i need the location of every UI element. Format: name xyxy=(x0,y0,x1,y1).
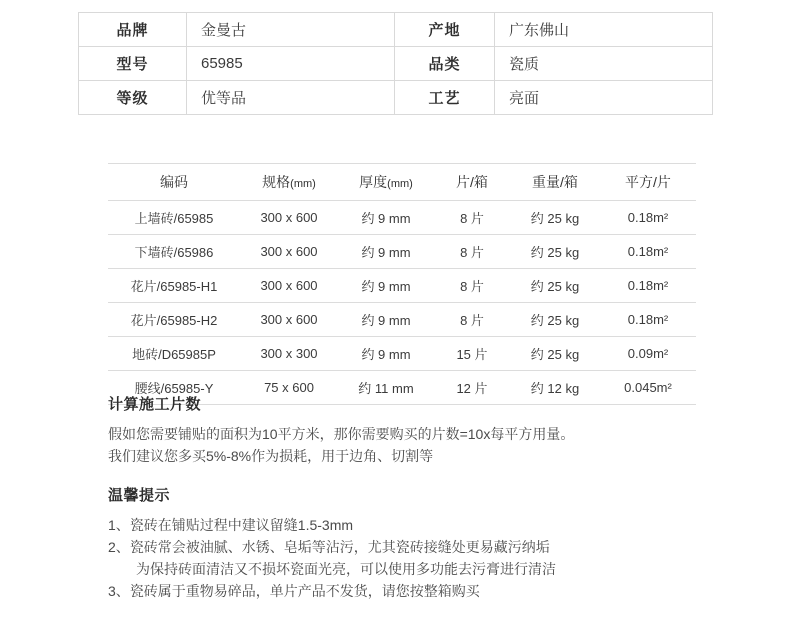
cell-weight: 约 25 kg xyxy=(510,303,600,337)
tip-subtext: 为保持砖面清洁又不损坏瓷面光亮，可以使用多功能去污膏进行清洁 xyxy=(136,561,556,577)
cell-area: 0.09m² xyxy=(600,337,696,371)
spec-label-brand: 品牌 xyxy=(79,13,187,47)
cell-per-box: 8 片 xyxy=(434,303,510,337)
cell-per-box: 8 片 xyxy=(434,269,510,303)
spec-label-origin: 产地 xyxy=(395,13,495,47)
tip-number: 3、 xyxy=(108,583,130,599)
spec-value-brand: 金曼古 xyxy=(187,13,395,47)
column-header-code-label: 编码 xyxy=(160,174,188,190)
cell-weight: 约 12 kg xyxy=(510,371,600,405)
column-header-per-box-label: 片/箱 xyxy=(456,174,488,190)
cell-size: 300 x 600 xyxy=(240,269,338,303)
column-header-size xyxy=(240,164,338,201)
cell-size: 300 x 600 xyxy=(240,201,338,235)
table-row xyxy=(79,13,713,47)
column-header-size-unit: (mm) xyxy=(290,178,316,190)
table-row xyxy=(108,303,696,337)
cell-thickness: 约 11 mm xyxy=(338,371,434,405)
column-header-size-label: 规格 xyxy=(262,174,291,190)
column-header-thickness-unit: (mm) xyxy=(387,178,413,190)
cell-area: 0.18m² xyxy=(600,303,696,337)
column-header-thickness-label: 厚度 xyxy=(359,174,388,190)
tips-title: 温馨提示 xyxy=(108,487,171,504)
spec-value-category: 瓷质 xyxy=(495,47,713,81)
table-row xyxy=(108,201,696,235)
cell-code: 花片/65985-H1 xyxy=(108,269,240,303)
cell-weight: 约 25 kg xyxy=(510,337,600,371)
spec-value-model: 65985 xyxy=(187,47,395,81)
tips-section xyxy=(108,484,556,602)
tip-number: 1、 xyxy=(108,517,130,533)
cell-area: 0.18m² xyxy=(600,269,696,303)
calculation-line-1: 假如您需要铺贴的面积为10平方米，那你需要购买的片数=10x每平方用量。 xyxy=(108,426,575,442)
column-header-per-box xyxy=(434,164,510,201)
column-header-area xyxy=(600,164,696,201)
cell-area: 0.045m² xyxy=(600,371,696,405)
cell-thickness: 约 9 mm xyxy=(338,303,434,337)
spec-table xyxy=(78,12,713,115)
calculation-line-2: 我们建议您多买5%-8%作为损耗，用于边角、切割等 xyxy=(108,448,434,464)
cell-size: 300 x 600 xyxy=(240,303,338,337)
cell-code: 腰线/65985-Y xyxy=(108,371,240,405)
cell-code: 上墙砖/65985 xyxy=(108,201,240,235)
calculation-title: 计算施工片数 xyxy=(108,396,202,413)
tip-number: 2、 xyxy=(108,539,130,555)
column-header-weight xyxy=(510,164,600,201)
cell-thickness: 约 9 mm xyxy=(338,201,434,235)
table-row xyxy=(108,337,696,371)
cell-size: 300 x 300 xyxy=(240,337,338,371)
list-item xyxy=(108,536,556,558)
table-row xyxy=(79,47,713,81)
spec-value-grade: 优等品 xyxy=(187,81,395,115)
column-header-thickness xyxy=(338,164,434,201)
list-item xyxy=(108,580,556,602)
product-detail-table xyxy=(108,163,696,405)
cell-code: 花片/65985-H2 xyxy=(108,303,240,337)
list-item xyxy=(108,514,556,536)
cell-code: 下墙砖/65986 xyxy=(108,235,240,269)
cell-thickness: 约 9 mm xyxy=(338,235,434,269)
calculation-section xyxy=(108,393,574,467)
cell-weight: 约 25 kg xyxy=(510,201,600,235)
cell-code: 地砖/D65985P xyxy=(108,337,240,371)
cell-area: 0.18m² xyxy=(600,201,696,235)
column-header-code xyxy=(108,164,240,201)
spec-label-model: 型号 xyxy=(79,47,187,81)
table-row xyxy=(79,81,713,115)
table-row xyxy=(108,235,696,269)
cell-per-box: 8 片 xyxy=(434,235,510,269)
tip-text: 瓷砖在铺贴过程中建议留缝1.5-3mm xyxy=(129,517,354,533)
cell-thickness: 约 9 mm xyxy=(338,269,434,303)
cell-per-box: 15 片 xyxy=(434,337,510,371)
cell-per-box: 12 片 xyxy=(434,371,510,405)
column-header-area-label: 平方/片 xyxy=(625,174,671,190)
table-header-row xyxy=(108,164,696,201)
table-row xyxy=(108,269,696,303)
tip-text: 瓷砖属于重物易碎品，单片产品不发货，请您按整箱购买 xyxy=(129,583,480,599)
spec-label-category: 品类 xyxy=(395,47,495,81)
cell-size: 300 x 600 xyxy=(240,235,338,269)
cell-area: 0.18m² xyxy=(600,235,696,269)
spec-value-origin: 广东佛山 xyxy=(495,13,713,47)
spec-label-craft: 工艺 xyxy=(395,81,495,115)
cell-weight: 约 25 kg xyxy=(510,235,600,269)
column-header-weight-label: 重量/箱 xyxy=(532,174,578,190)
cell-per-box: 8 片 xyxy=(434,201,510,235)
spec-value-craft: 亮面 xyxy=(495,81,713,115)
cell-size: 75 x 600 xyxy=(240,371,338,405)
spec-label-grade: 等级 xyxy=(79,81,187,115)
tip-text: 瓷砖常会被油腻、水锈、皂垢等沾污，尤其瓷砖接缝处更易藏污纳垢 xyxy=(129,539,550,555)
cell-weight: 约 25 kg xyxy=(510,269,600,303)
cell-thickness: 约 9 mm xyxy=(338,337,434,371)
